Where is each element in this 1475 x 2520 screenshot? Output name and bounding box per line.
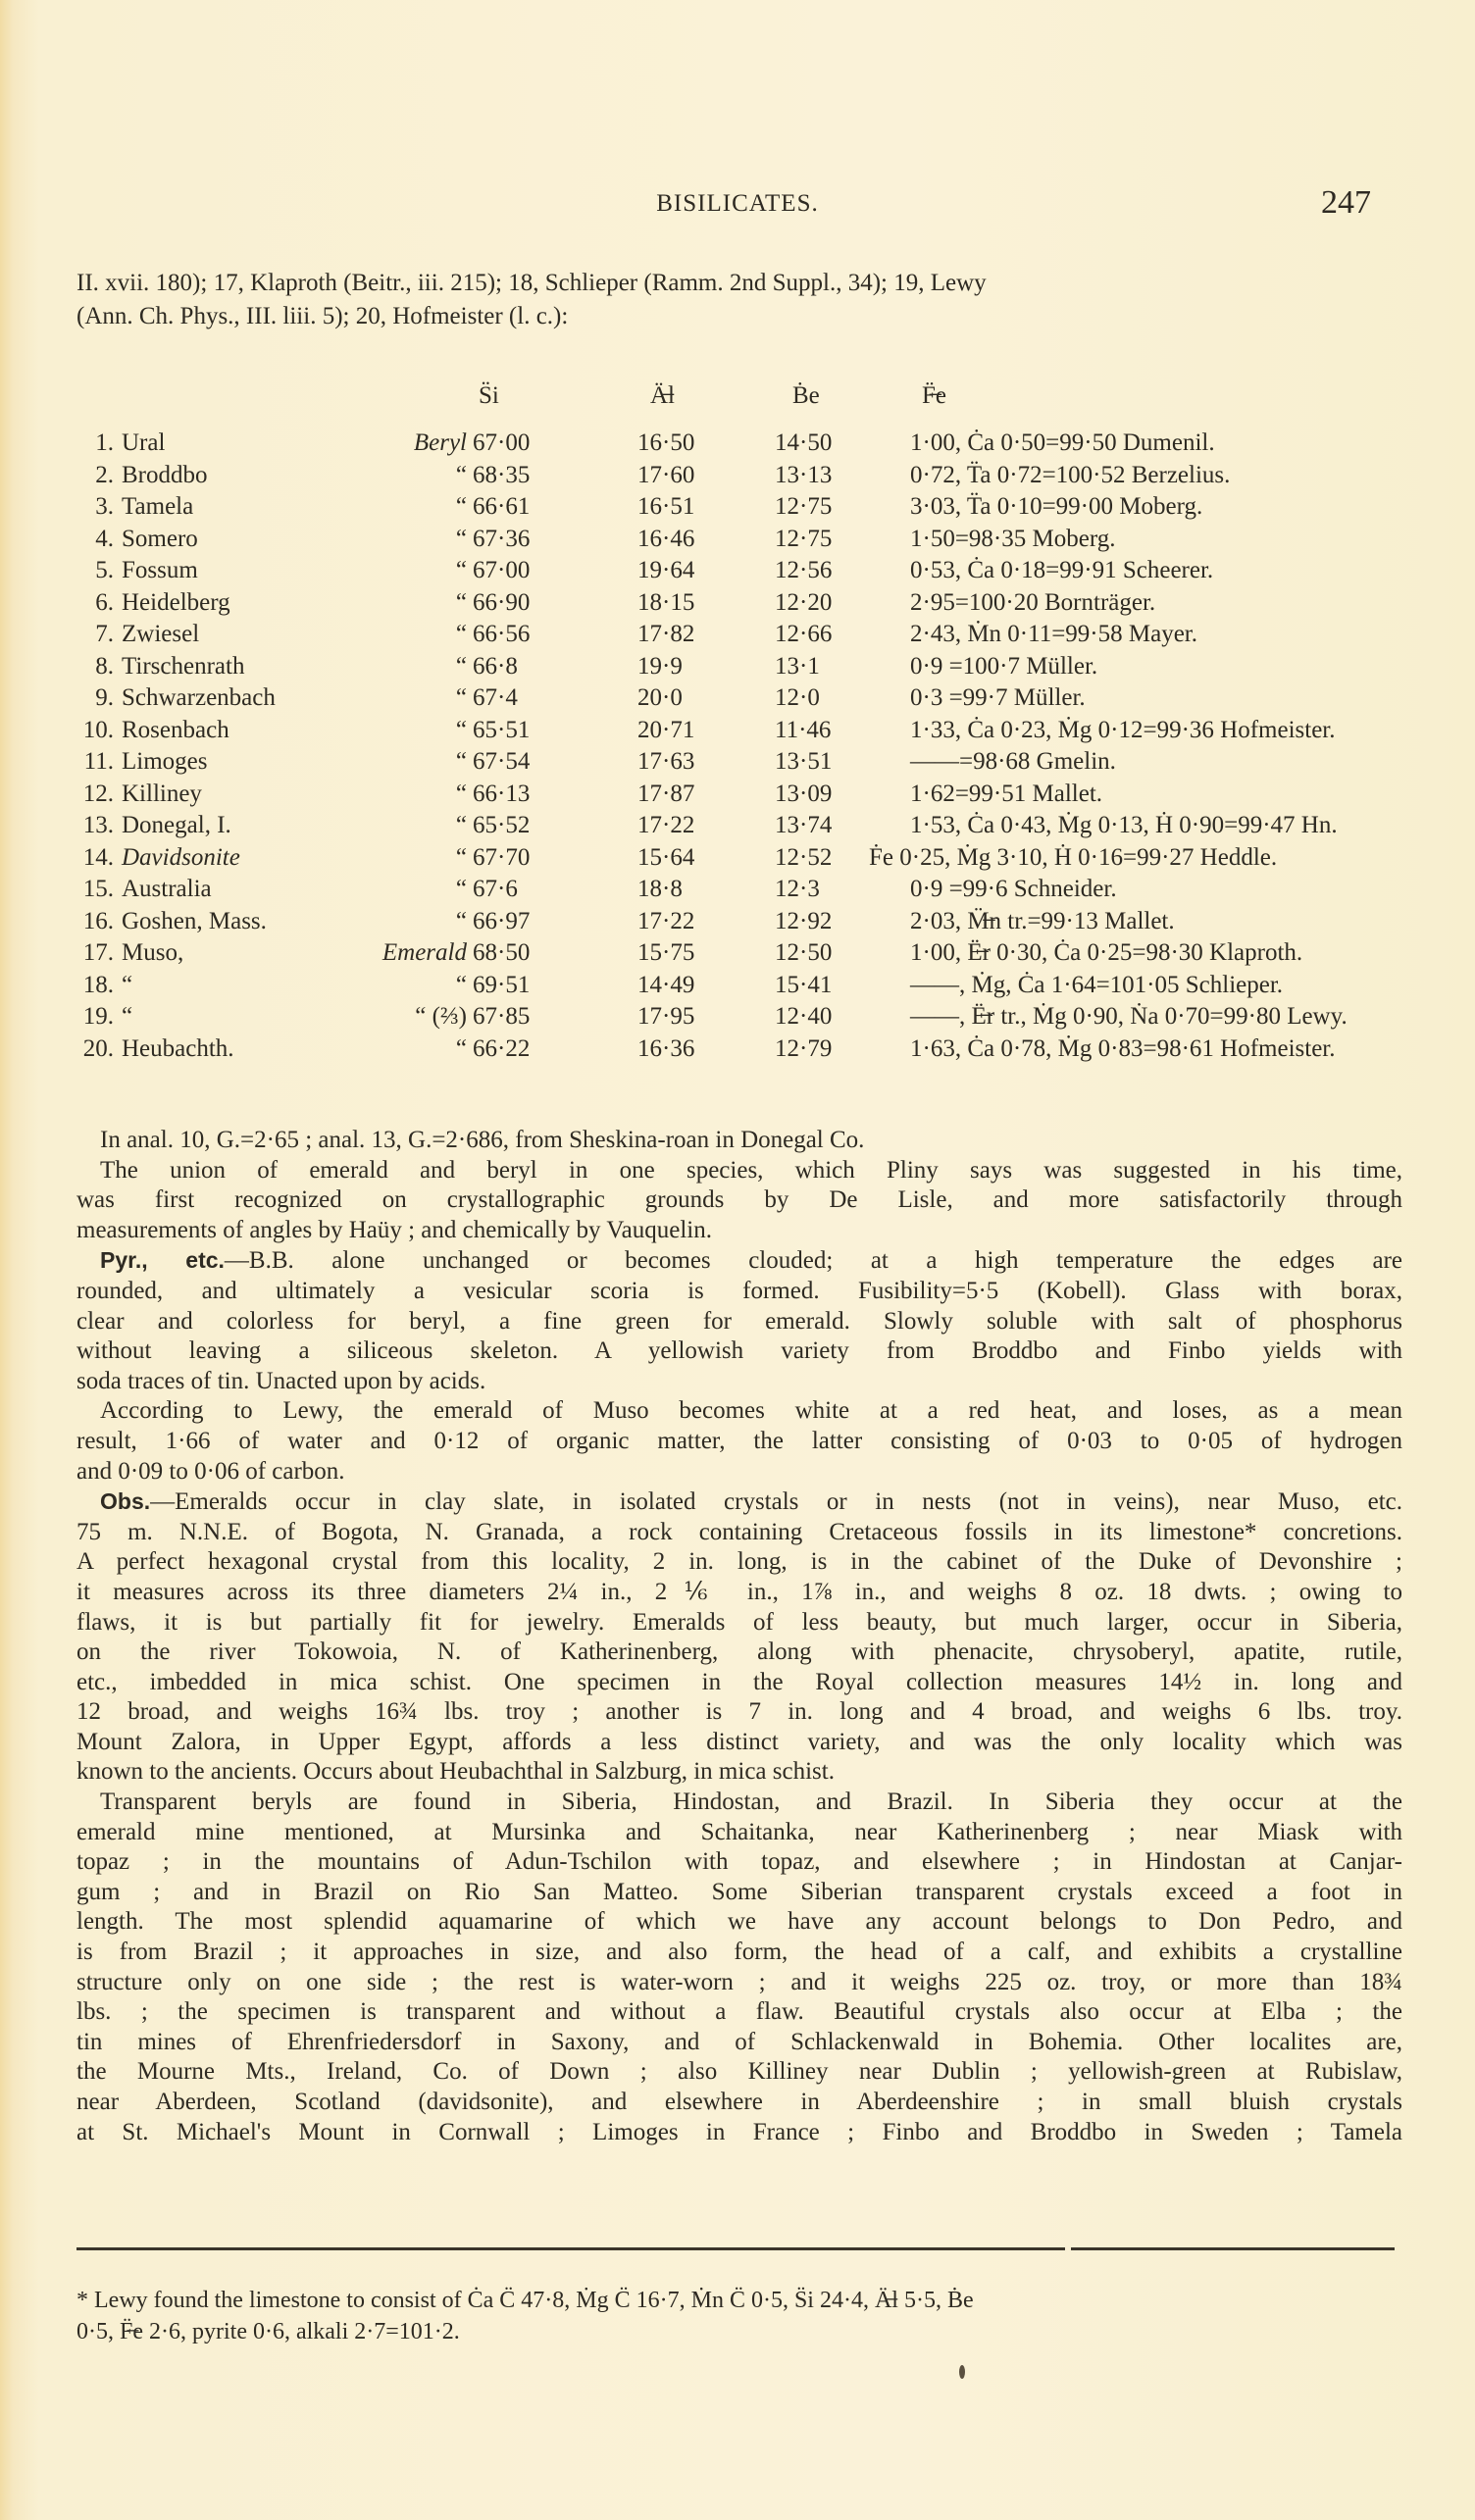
- alumina-value: 15·75: [637, 939, 695, 966]
- glucina-value: 13·51: [775, 748, 833, 775]
- text-line: (Ann. Ch. Phys., III. liii. 5); 20, Hofmeister (l. c.):: [76, 303, 569, 329]
- table-row: [76, 844, 1430, 877]
- alumina-value: 17·22: [637, 812, 695, 838]
- row-number: 4.: [95, 525, 114, 552]
- remainder-analyst: 0·3 =99·7 Müller.: [910, 684, 1086, 711]
- remainder-analyst: 0·53, Ċa 0·18=99·91 Scheerer.: [910, 557, 1214, 583]
- variety: “: [455, 876, 467, 902]
- table-row: [76, 908, 1430, 940]
- text-line: the Mourne Mts., Ireland, Co. of Down ; also Killiney near Dublin ; yellowish-green at Rubislaw,: [76, 2058, 1402, 2086]
- row-number: 10.: [82, 716, 114, 743]
- text-line: II. xvii. 180); 17, Klaproth (Beitr., iii. 215); 18, Schlieper (Ramm. 2nd Suppl., 34); 19, Lewy: [76, 270, 987, 296]
- locality: Muso,: [122, 939, 184, 966]
- glucina-value: 12·56: [775, 557, 833, 583]
- table-row: [76, 939, 1430, 972]
- variety: “: [455, 748, 467, 775]
- row-number: 15.: [82, 876, 114, 902]
- silica-value: 68·50: [473, 939, 531, 966]
- text-line: lbs. ; the specimen is transparent and without a flaw. Beautiful crystals also occur at Elba ; the: [76, 1998, 1402, 2026]
- text-line: Mount Zalora, in Upper Egypt, affords a less distinct variety, and was the only locality which was: [76, 1728, 1402, 1755]
- locality: “: [122, 1003, 133, 1030]
- silica-value: 67·6: [473, 876, 518, 902]
- alumina-value: 17·95: [637, 1003, 695, 1030]
- footnote-line: * Lewy found the limestone to consist of Ċa C̈ 47·8, Ṁg C̈ 16·7, Ṁn C̈ 0·5, S̈i 24·4, Ä̶l 5·5, Ḃe: [76, 2288, 974, 2313]
- analysis-table: [76, 382, 1430, 1067]
- locality: Donegal, I.: [122, 812, 231, 838]
- silica-value: 67·54: [473, 748, 531, 775]
- variety: “: [455, 1034, 467, 1062]
- row-number: 18.: [82, 971, 114, 998]
- running-head: [0, 184, 1475, 224]
- variety: “: [455, 812, 467, 838]
- remainder-analyst: 2·95=100·20 Bornträger.: [910, 588, 1156, 616]
- locality: Broddbo: [122, 461, 208, 488]
- glucina-value: 12·20: [775, 588, 833, 616]
- paragraph: [76, 1788, 1402, 2147]
- text-line: tin mines of Ehrenfriedersdorf in Saxony, and of Schlackenwald in Bohemia. Other localites are,: [76, 2028, 1402, 2055]
- variety: “: [455, 557, 467, 583]
- variety: “: [455, 461, 467, 488]
- text-line: gum ; and in Brazil on Rio San Matteo. Some Siberian transparent crystals exceed a foot in: [76, 1878, 1402, 1905]
- glucina-value: 12·0: [775, 684, 820, 711]
- locality: Heidelberg: [122, 588, 230, 616]
- row-number: 5.: [95, 557, 114, 583]
- glucina-value: 12·52: [775, 843, 833, 871]
- remainder-analyst: 1·62=99·51 Mallet.: [910, 780, 1103, 807]
- variety: “: [455, 716, 467, 743]
- text-line: [76, 1245, 1402, 1277]
- text-line: [76, 1487, 1402, 1518]
- glucina-value: 13·1: [775, 652, 820, 680]
- locality: Heubachth.: [122, 1034, 234, 1062]
- locality: “: [122, 971, 133, 998]
- variety: “: [455, 907, 467, 934]
- remainder-analyst: 1·63, Ċa 0·78, Ṁg 0·83=98·61 Hofmeister.: [910, 1034, 1336, 1062]
- column-header-glucina: Ḃe: [792, 382, 820, 409]
- text-line: at St. Michael's Mount in Cornwall ; Limoges in France ; Finbo and Broddbo in Sweden ; Tamela: [76, 2118, 1402, 2145]
- intro-references: [76, 267, 1402, 333]
- remainder-analyst: Ḟe 0·25, Ṁg 3·10, Ḣ 0·16=99·27 Heddle.: [869, 843, 1278, 871]
- alumina-value: 20·0: [637, 684, 683, 711]
- glucina-value: 15·41: [775, 971, 833, 998]
- row-number: 8.: [95, 652, 114, 680]
- remainder-analyst: 1·00, Ċa 0·50=99·50 Dumenil.: [910, 429, 1215, 456]
- table-row: [76, 748, 1430, 781]
- row-number: 9.: [95, 684, 114, 711]
- text-line: rounded, and ultimately a vesicular scoria is formed. Fusibility=5·5 (Kobell). Glass with borax,: [76, 1277, 1402, 1304]
- silica-value: 67·85: [473, 1003, 531, 1030]
- locality: Fossum: [122, 557, 198, 583]
- alumina-value: 17·87: [637, 780, 695, 807]
- text-line: near Aberdeen, Scotland (davidsonite), and elsewhere in Aberdeenshire ; in small bluish crystals: [76, 2089, 1402, 2115]
- paragraph: [76, 1156, 1402, 1246]
- alumina-value: 17·60: [637, 461, 695, 488]
- row-number: 2.: [95, 461, 114, 488]
- silica-value: 66·90: [473, 588, 531, 616]
- text-run: —B.B. alone unchanged or becomes clouded; at a high temperature the edges are: [224, 1247, 1402, 1275]
- remainder-analyst: 2·43, Ṁn 0·11=99·58 Mayer.: [910, 621, 1197, 647]
- locality: Zwiesel: [122, 621, 200, 647]
- text-line: 75 m. N.N.E. of Bogota, N. Granada, a rock containing Cretaceous fossils in its limestone* concretions.: [76, 1518, 1402, 1545]
- text-line: topaz ; in the mountains of Adun-Tschilon with topaz, and elsewhere ; in Hindostan at Canjar-: [76, 1848, 1402, 1876]
- remainder-analyst: 1·50=98·35 Moberg.: [910, 525, 1116, 552]
- text-line: Transparent beryls are found in Siberia, Hindostan, and Brazil. In Siberia they occur at the: [100, 1789, 1402, 1816]
- silica-value: 65·51: [473, 716, 531, 743]
- alumina-value: 16·50: [637, 429, 695, 456]
- alumina-value: 16·46: [637, 525, 695, 552]
- row-number: 16.: [82, 907, 114, 934]
- glucina-value: 13·74: [775, 812, 833, 838]
- text-line: length. The most splendid aquamarine of which we have any account belongs to Don Pedro, and: [76, 1908, 1402, 1936]
- glucina-value: 12·75: [775, 493, 833, 520]
- remainder-analyst: 3·03, T̈a 0·10=99·00 Moberg.: [910, 493, 1203, 520]
- text-line: emerald mine mentioned, at Mursinka and Schaitanka, near Katherinenberg ; near Miask with: [76, 1818, 1402, 1845]
- text-line: In anal. 10, G.=2·65 ; anal. 13, G.=2·686, from Sheskina-roan in Donegal Co.: [100, 1127, 865, 1153]
- variety: “: [455, 971, 467, 998]
- ink-smudge: [959, 2365, 965, 2379]
- variety: Beryl: [413, 429, 467, 456]
- variety: “: [455, 525, 467, 552]
- locality: Tamela: [122, 493, 194, 520]
- alumina-value: 14·49: [637, 971, 695, 998]
- row-number: 3.: [95, 493, 114, 520]
- glucina-value: 12·79: [775, 1034, 833, 1062]
- text-line: measurements of angles by Haüy ; and chemically by Vauquelin.: [76, 1216, 712, 1243]
- section-heading: Obs.: [100, 1488, 151, 1515]
- paragraph: [76, 1245, 1402, 1396]
- paragraph: [76, 1396, 1402, 1487]
- variety: “: [455, 780, 467, 807]
- variety: Emerald: [381, 939, 467, 966]
- silica-value: 67·00: [473, 557, 531, 583]
- table-row: [76, 812, 1430, 844]
- locality: Limoges: [122, 748, 208, 775]
- text-line: According to Lewy, the emerald of Muso becomes white at a red heat, and loses, as a mean: [100, 1397, 1402, 1425]
- variety: “: [455, 588, 467, 616]
- text-line: is from Brazil ; it approaches in size, and also form, the head of a calf, and exhibits a crystalline: [76, 1939, 1402, 1966]
- alumina-value: 18·8: [637, 876, 683, 902]
- text-line: 12 broad, and weighs 16¾ lbs. troy ; another is 7 in. long and 4 broad, and weighs 6 lbs. troy.: [76, 1698, 1402, 1726]
- silica-value: 69·51: [473, 971, 531, 998]
- text-line: flaws, it is but partially fit for jewelry. Emeralds of less beauty, but much larger, occur in Siberia,: [76, 1608, 1402, 1636]
- remainder-analyst: 1·33, Ċa 0·23, Ṁg 0·12=99·36 Hofmeister.: [910, 716, 1336, 743]
- alumina-value: 20·71: [637, 716, 695, 743]
- locality: Tirschenrath: [122, 652, 245, 680]
- remainder-analyst: ——=98·68 Gmelin.: [910, 748, 1116, 775]
- row-number: 7.: [95, 621, 114, 647]
- silica-value: 65·52: [473, 812, 531, 838]
- text-line: on the river Tokowoia, N. of Katherinenberg, along with phenacite, chrysoberyl, apatite, rutile,: [76, 1638, 1402, 1666]
- text-line: and 0·09 to 0·06 of carbon.: [76, 1457, 345, 1485]
- remainder-analyst: 2·03, M̶̈n tr.=99·13 Mallet.: [910, 907, 1175, 934]
- variety: “: [455, 684, 467, 711]
- column-header-iron: F̶̈e: [922, 382, 946, 409]
- footnote: [76, 2285, 1402, 2347]
- table-row: [76, 429, 1430, 462]
- remainder-analyst: ——, Ë̶r tr., Ṁg 0·90, Ṅa 0·70=99·80 Lewy.: [910, 1003, 1348, 1030]
- silica-value: 66·13: [473, 780, 531, 807]
- paragraph: [76, 1487, 1402, 1788]
- row-number: 11.: [83, 748, 114, 775]
- variety: “: [455, 621, 467, 647]
- row-number: 17.: [82, 939, 114, 966]
- alumina-value: 19·9: [637, 652, 683, 680]
- alumina-value: 18·15: [637, 588, 695, 616]
- glucina-value: 12·92: [775, 907, 833, 934]
- table-row: [76, 621, 1430, 653]
- locality: Somero: [122, 525, 198, 552]
- locality: Schwarzenbach: [122, 684, 276, 711]
- silica-value: 67·70: [473, 843, 531, 871]
- silica-value: 68·35: [473, 461, 531, 488]
- table-row: [76, 781, 1430, 813]
- table-row: [76, 493, 1430, 526]
- row-number: 20.: [82, 1034, 114, 1062]
- alumina-value: 16·51: [637, 493, 695, 520]
- variety: “ (⅔): [415, 1003, 467, 1030]
- text-line: result, 1·66 of water and 0·12 of organic matter, the latter consisting of 0·03 to 0·05 of hydrogen: [76, 1427, 1402, 1454]
- row-number: 13.: [82, 812, 114, 838]
- alumina-value: 16·36: [637, 1034, 695, 1062]
- text-line: it measures across its three diameters 2¼ in., 2⅙ in., 1⅞ in., and weighs 8 oz. 18 dwts. ; owing to: [76, 1578, 1402, 1605]
- text-run: —Emeralds occur in clay slate, in isolated crystals or in nests (not in veins), near Muso, etc.: [150, 1488, 1402, 1516]
- glucina-value: 12·40: [775, 1003, 833, 1030]
- locality: Goshen, Mass.: [122, 907, 267, 934]
- silica-value: 66·97: [473, 907, 531, 934]
- table-row: [76, 653, 1430, 685]
- table-header: [76, 382, 1430, 429]
- table-row: [76, 557, 1430, 589]
- remainder-analyst: 1·00, Ë̶r 0·30, Ċa 0·25=98·30 Klaproth.: [910, 939, 1303, 966]
- locality: Rosenbach: [122, 716, 229, 743]
- alumina-value: 15·64: [637, 843, 695, 871]
- table-row: [76, 876, 1430, 908]
- running-title: BISILICATES.: [656, 190, 819, 217]
- variety: “: [455, 843, 467, 871]
- text-line: known to the ancients. Occurs about Heubachthal in Salzburg, in mica schist.: [76, 1758, 835, 1786]
- locality: Davidsonite: [122, 843, 240, 871]
- remainder-analyst: 0·9 =99·6 Schneider.: [910, 876, 1117, 902]
- glucina-value: 12·66: [775, 621, 833, 647]
- table-row: [76, 526, 1430, 558]
- column-header-alumina: Ä̶l: [650, 382, 675, 409]
- silica-value: 66·61: [473, 493, 531, 520]
- remainder-analyst: 0·72, T̈a 0·72=100·52 Berzelius.: [910, 461, 1231, 488]
- table-row: [76, 684, 1430, 717]
- table-row: [76, 589, 1430, 622]
- body-text: [76, 1126, 1402, 2147]
- table-body: [76, 429, 1430, 1067]
- glucina-value: 13·09: [775, 780, 833, 807]
- remainder-analyst: 0·9 =100·7 Müller.: [910, 652, 1098, 680]
- table-row: [76, 462, 1430, 494]
- paragraph: [76, 1126, 1402, 1156]
- footnote-line: 0·5, F̶̈e 2·6, pyrite 0·6, alkali 2·7=101·2.: [76, 2319, 460, 2344]
- silica-value: 67·4: [473, 684, 518, 711]
- text-line: etc., imbedded in mica schist. One specimen in the Royal collection measures 14½ in. long and: [76, 1668, 1402, 1695]
- text-line: structure only on one side ; the rest is water-worn ; and it weighs 225 oz. troy, or more than 18¾: [76, 1968, 1402, 1995]
- section-heading: Pyr., etc.: [100, 1247, 225, 1274]
- silica-value: 67·36: [473, 525, 531, 552]
- text-line: without leaving a siliceous skeleton. A yellowish variety from Broddbo and Finbo yields with: [76, 1337, 1402, 1365]
- row-number: 12.: [82, 780, 114, 807]
- silica-value: 66·56: [473, 621, 531, 647]
- remainder-analyst: 1·53, Ċa 0·43, Ṁg 0·13, Ḣ 0·90=99·47 Hn.: [910, 812, 1338, 838]
- alumina-value: 17·82: [637, 621, 695, 647]
- text-line: soda traces of tin. Unacted upon by acids.: [76, 1367, 486, 1394]
- silica-value: 66·22: [473, 1034, 531, 1062]
- footnote-rule: [76, 2247, 1065, 2250]
- row-number: 14.: [82, 843, 114, 871]
- glucina-value: 14·50: [775, 429, 833, 456]
- alumina-value: 17·22: [637, 907, 695, 934]
- glucina-value: 12·50: [775, 939, 833, 966]
- row-number: 19.: [82, 1003, 114, 1030]
- row-number: 6.: [95, 588, 114, 616]
- row-number: 1.: [95, 429, 114, 456]
- silica-value: 67·00: [473, 429, 531, 456]
- glucina-value: 12·3: [775, 876, 820, 902]
- text-line: A perfect hexagonal crystal from this locality, 2 in. long, is in the cabinet of the Duke of Devonshire ;: [76, 1548, 1402, 1576]
- locality: Ural: [122, 429, 166, 456]
- column-header-silica: S̈i: [479, 382, 499, 409]
- footnote-rule: [1071, 2247, 1395, 2250]
- locality: Australia: [122, 876, 212, 902]
- table-row: [76, 1035, 1430, 1068]
- variety: “: [455, 493, 467, 520]
- text-line: was first recognized on crystallographic grounds by De Lisle, and more satisfactorily through: [76, 1186, 1402, 1214]
- glucina-value: 11·46: [775, 716, 832, 743]
- text-line: The union of emerald and beryl in one species, which Pliny says was suggested in his time,: [100, 1156, 1402, 1184]
- glucina-value: 12·75: [775, 525, 833, 552]
- text-line: clear and colorless for beryl, a fine green for emerald. Slowly soluble with salt of phosphorus: [76, 1307, 1402, 1335]
- table-row: [76, 717, 1430, 749]
- table-row: [76, 1003, 1430, 1035]
- glucina-value: 13·13: [775, 461, 833, 488]
- alumina-value: 17·63: [637, 748, 695, 775]
- alumina-value: 19·64: [637, 557, 695, 583]
- silica-value: 66·8: [473, 652, 518, 680]
- locality: Killiney: [122, 780, 202, 807]
- variety: “: [455, 652, 467, 680]
- page-number: 247: [1321, 184, 1371, 221]
- table-row: [76, 972, 1430, 1004]
- remainder-analyst: ——, Ṁg, Ċa 1·64=101·05 Schlieper.: [910, 971, 1284, 998]
